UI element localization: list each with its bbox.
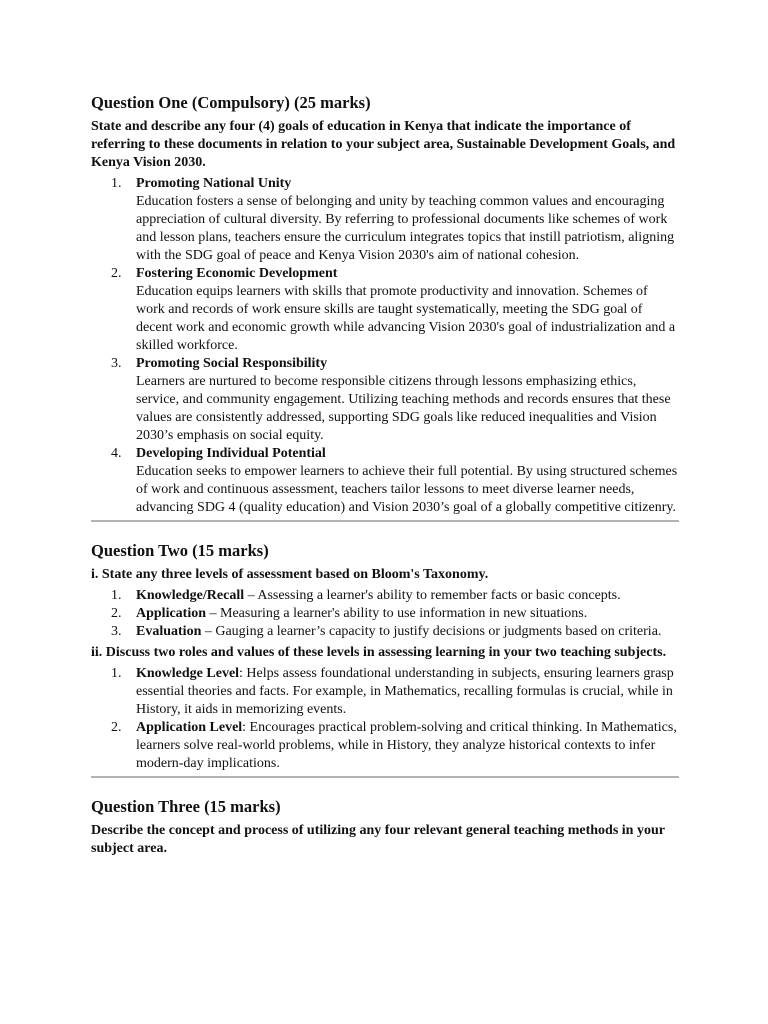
list-item xyxy=(91,355,679,445)
list-item xyxy=(91,665,679,719)
list-item xyxy=(91,719,679,773)
list-number: 3. xyxy=(111,356,122,371)
question-two-section xyxy=(91,540,679,778)
question-one-prompt: State and describe any four (4) goals of education in Kenya that indicate the importance of referring to these documents in relation to your subject area, Sustainable Development Goals, and Kenya Vision 2030. xyxy=(91,119,676,170)
list-number: 2. xyxy=(111,606,122,621)
item-body: : Helps assess foundational understanding in subjects, ensuring learners grasp essential theories and facts. For example, in Mathematics, recalling formulas is crucial, while in History, it aids in memorizing events. xyxy=(136,666,674,717)
item-title: Application xyxy=(136,606,207,621)
list-number: 2. xyxy=(111,720,122,735)
item-title: Promoting National Unity xyxy=(136,176,292,191)
list-item xyxy=(91,265,679,355)
list-item xyxy=(91,445,679,517)
list-number: 2. xyxy=(111,266,122,281)
question-one-section xyxy=(91,92,679,522)
question-two-part-one-prompt: i. State any three levels of assessment based on Bloom's Taxonomy. xyxy=(91,567,489,582)
list-item xyxy=(91,605,679,623)
list-item xyxy=(91,587,679,605)
item-body: Education equips learners with skills that promote productivity and innovation. Schemes of work and records of work ensure skills are taught systematically, meeting the SDG goal of decent work and economic growth while advancing Vision 2030's goal of industrialization and a skilled workforce. xyxy=(136,284,676,353)
item-title: Knowledge/Recall xyxy=(136,588,245,603)
question-two-part-two-prompt: ii. Discuss two roles and values of these levels in assessing learning in your two teaching subjects. xyxy=(91,645,667,660)
item-title: Promoting Social Responsibility xyxy=(136,356,328,371)
document-content xyxy=(91,92,679,861)
list-item xyxy=(91,623,679,641)
question-two-part-two-list xyxy=(91,665,679,773)
question-three-title: Question Three (15 marks) xyxy=(91,797,281,816)
list-number: 1. xyxy=(111,588,122,603)
question-one-answer-list xyxy=(91,175,679,517)
item-body: Education seeks to empower learners to achieve their full potential. By using structured schemes of work and continuous assessment, teachers tailor lessons to meet diverse learner needs, advancing SDG 4 (quality education) and Vision 2030’s goal of a globally competitive citizenry. xyxy=(136,464,678,515)
item-body: Education fosters a sense of belonging and unity by teaching common values and encouraging appreciation of cultural diversity. By referring to professional documents like schemes of work and lesson plans, teachers ensure the curriculum integrates topics that instill patriotism, aligning with the SDG goal of peace and Kenya Vision 2030's aim of national cohesion. xyxy=(136,194,675,263)
section-spacer xyxy=(91,522,679,540)
item-title: Developing Individual Potential xyxy=(136,446,326,461)
question-two-title: Question Two (15 marks) xyxy=(91,541,269,560)
list-number: 1. xyxy=(111,666,122,681)
item-title: Fostering Economic Development xyxy=(136,266,338,281)
item-body: – Assessing a learner's ability to remember facts or basic concepts. xyxy=(244,588,621,603)
list-item xyxy=(91,175,679,265)
question-three-section xyxy=(91,796,679,858)
list-number: 4. xyxy=(111,446,122,461)
list-number: 1. xyxy=(111,176,122,191)
question-one-title: Question One (Compulsory) (25 marks) xyxy=(91,93,371,112)
item-title: Knowledge Level xyxy=(136,666,240,681)
item-body: – Gauging a learner’s capacity to justify decisions or judgments based on criteria. xyxy=(201,624,662,639)
item-title: Evaluation xyxy=(136,624,202,639)
question-two-part-one-list xyxy=(91,587,679,641)
item-body: : Encourages practical problem-solving and critical thinking. In Mathematics, learners solve real-world problems, while in History, they analyze historical contexts to infer modern-day implications. xyxy=(136,720,677,771)
list-number: 3. xyxy=(111,624,122,639)
item-body: Learners are nurtured to become responsible citizens through lessons emphasizing ethics, service, and community engagement. Utilizing teaching methods and records ensures that these values are consistently addressed, supporting SDG goals like reduced inequalities and Vision 2030’s emphasis on social equity. xyxy=(136,374,671,443)
item-body: – Measuring a learner's ability to use information in new situations. xyxy=(206,606,588,621)
question-three-prompt: Describe the concept and process of utilizing any four relevant general teaching methods in your subject area. xyxy=(91,823,665,856)
item-title: Application Level xyxy=(136,720,243,735)
section-spacer xyxy=(91,778,679,796)
